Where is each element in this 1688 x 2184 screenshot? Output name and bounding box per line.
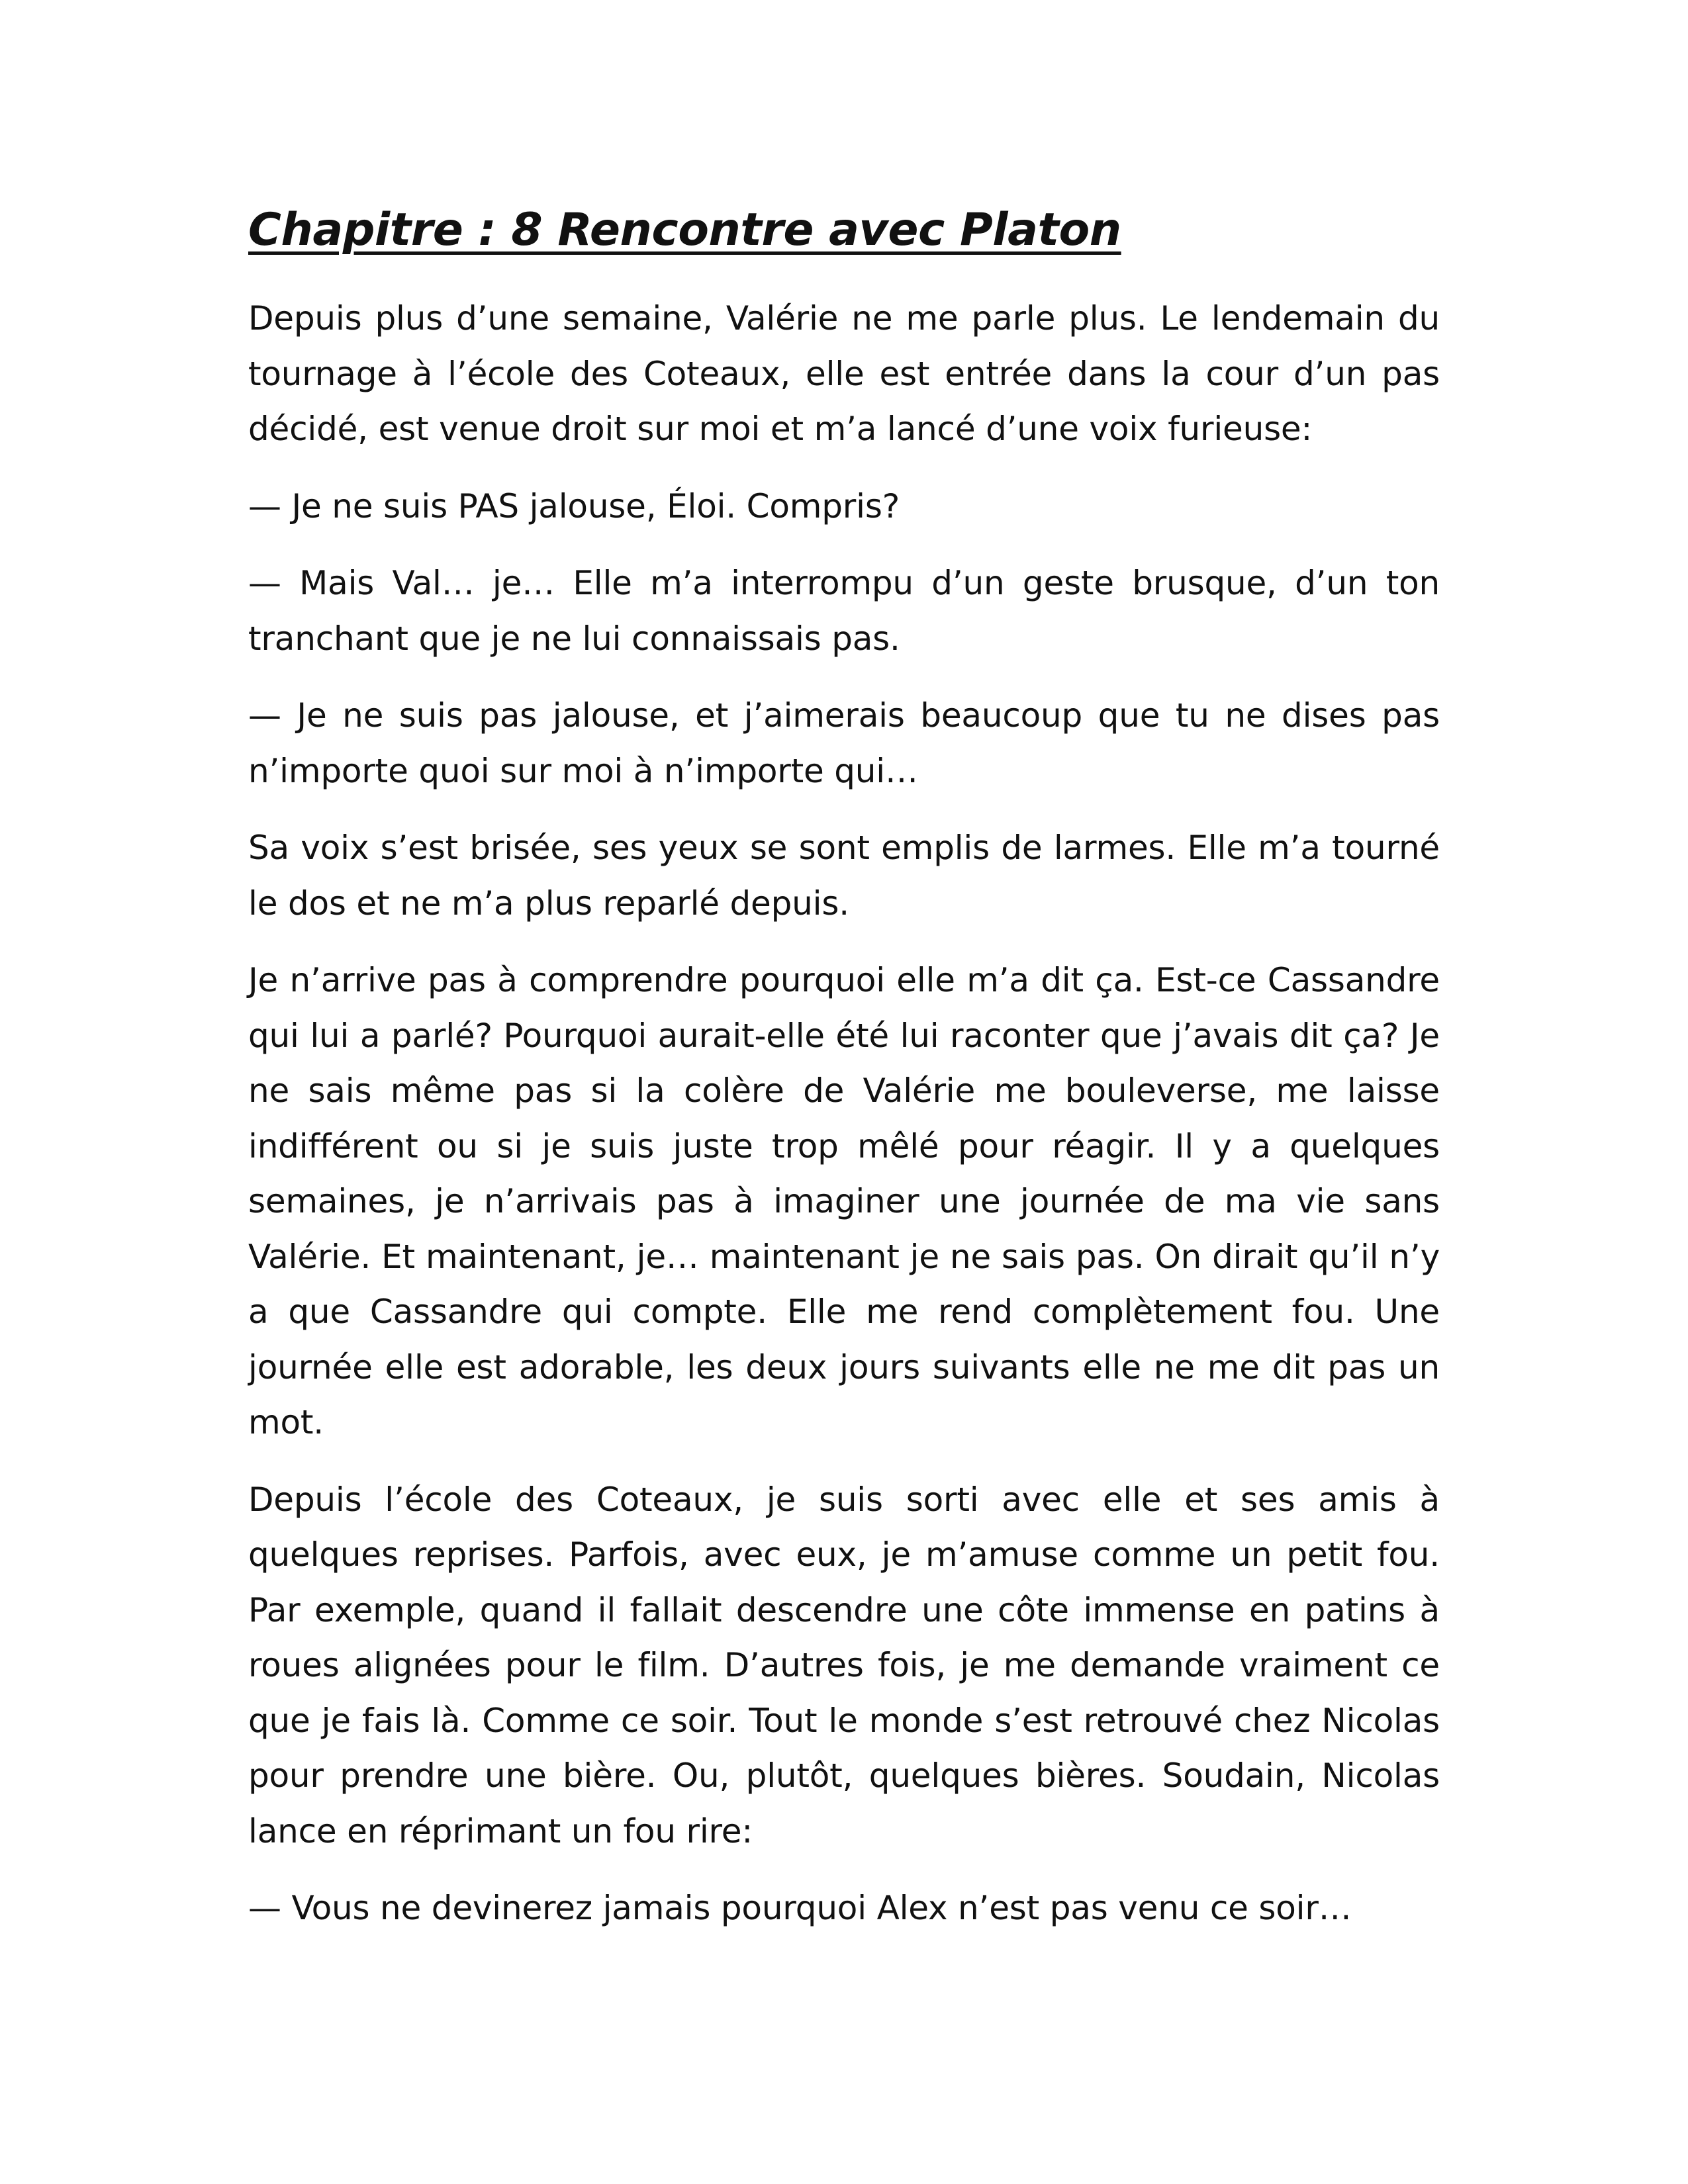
paragraph: Depuis l’école des Coteaux, je suis sorti avec elle et ses amis à quelques reprises. Parfois, avec eux, je m’amuse comme un petit fou. Par exemple, quand il fallait descendre une côte immense en patins à roues alignées pour le film. D’autres fois, je me demande vraiment ce que je fais là. Comme ce soir. Tout le monde s’est retrouvé chez Nicolas pour prendre une bière. Ou, plutôt, quelques bières. Soudain, Nicolas lance en réprimant un fou rire: [248,1480,1440,1850]
dialogue-line: — Je ne suis pas jalouse, et j’aimerais beaucoup que tu ne dises pas n’importe quoi sur moi à n’importe qui… [248,696,1440,790]
paragraph-opening: Depuis plus d’une semaine, Valérie ne me parle plus. Le lendemain du tournage à l’école des Coteaux, elle est entrée dans la cour d’un pas décidé, est venue droit sur moi et m’a lancé d’une voix furieuse: [248,299,1440,448]
dialogue-line: — Vous ne devinerez jamais pourquoi Alex n’est pas venu ce soir… [248,1889,1352,1927]
paragraph: Sa voix s’est brisée, ses yeux se sont emplis de larmes. Elle m’a tourné le dos et ne m’a plus reparlé depuis. [248,829,1440,923]
dialogue-line: — Je ne suis PAS jalouse, Éloi. Compris? [248,486,900,525]
dialogue-line: — Mais Val… je… Elle m’a interrompu d’un geste brusque, d’un ton tranchant que je ne lui connaissais pas. [248,564,1440,658]
chapter-title: Chapitre : 8 Rencontre avec Platon [248,204,1121,256]
paragraph: Je n’arrive pas à comprendre pourquoi elle m’a dit ça. Est-ce Cassandre qui lui a parlé? Pourquoi aurait-elle été lui raconter que j’avais dit ça? Je ne sais même pas si la colère de Valérie me bouleverse, me laisse indifférent ou si je suis juste trop mêlé pour réagir. Il y a quelques semaines, je n’arrivais pas à imaginer une journée de ma vie sans Valérie. Et maintenant, je… maintenant je ne sais pas. On dirait qu’il n’y a que Cassandre qui compte. Elle me rend complètement fou. Une journée elle est adorable, les deux jours suivants elle ne me dit pas un mot. [248,961,1440,1441]
document-page [248,199,1440,1958]
